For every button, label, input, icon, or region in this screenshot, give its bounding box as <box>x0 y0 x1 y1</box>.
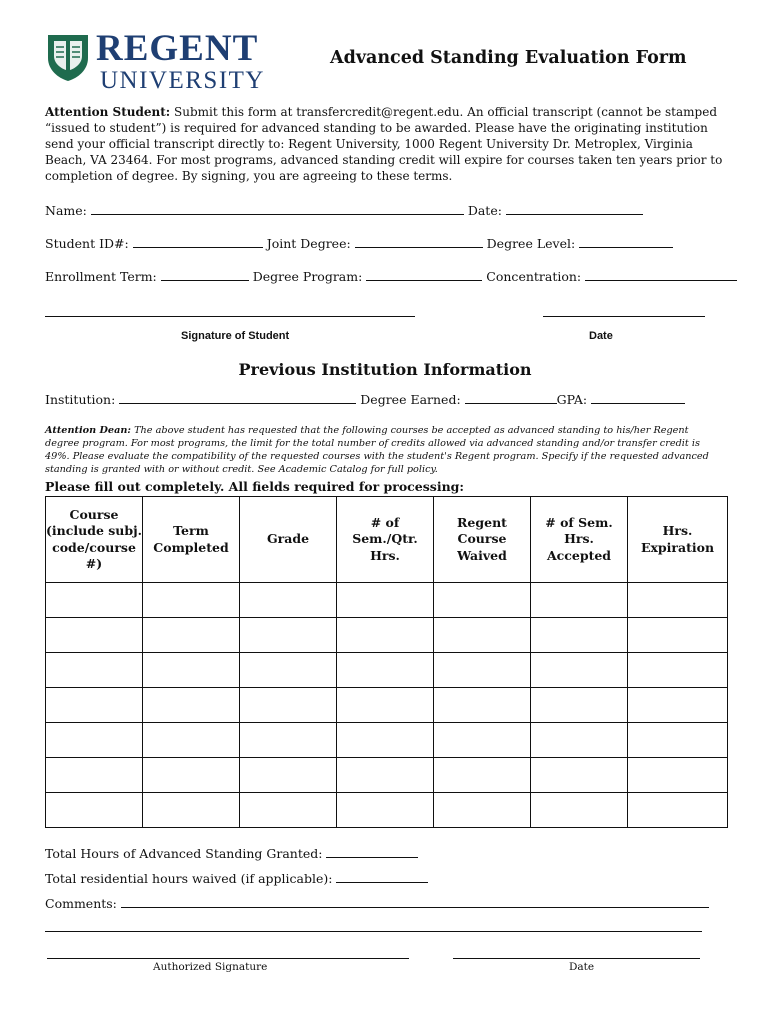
table-row <box>46 583 728 618</box>
fill-completely-note: Please fill out completely. All fields required for processing: <box>45 479 465 494</box>
header-hrs-expiration: Hrs. Expiration <box>628 497 728 583</box>
cell-course[interactable] <box>46 758 143 793</box>
previous-institution-heading: Previous Institution Information <box>238 360 532 379</box>
total-granted-label: Total Hours of Advanced Standing Granted: <box>45 846 323 861</box>
institution-label: Institution: <box>45 392 116 407</box>
student-id-row <box>45 235 673 251</box>
logo-line1: REGENT <box>96 28 259 69</box>
enrollment-row <box>45 268 737 284</box>
cell-waived[interactable] <box>434 793 531 828</box>
table-row <box>46 758 728 793</box>
student-id-field[interactable] <box>133 235 263 248</box>
residential-hours-row <box>45 870 428 886</box>
cell-term[interactable] <box>143 723 240 758</box>
course-table <box>45 496 728 828</box>
cell-hrs[interactable] <box>337 688 434 723</box>
dean-instructions <box>45 424 715 476</box>
shield-crest-icon <box>46 32 90 82</box>
course-table-header <box>46 497 728 583</box>
name-field[interactable] <box>91 202 464 215</box>
cell-accepted[interactable] <box>531 688 628 723</box>
gpa-label: GPA: <box>556 392 588 407</box>
cell-course[interactable] <box>46 793 143 828</box>
cell-waived[interactable] <box>434 758 531 793</box>
cell-term[interactable] <box>143 758 240 793</box>
degree-level-field[interactable] <box>579 235 673 248</box>
cell-waived[interactable] <box>434 723 531 758</box>
cell-grade[interactable] <box>240 653 337 688</box>
authorized-signature-label: Authorized Signature <box>153 961 268 973</box>
cell-hrs[interactable] <box>337 618 434 653</box>
instructions-lead: Attention Student: <box>45 105 171 119</box>
table-row <box>46 653 728 688</box>
cell-waived[interactable] <box>434 688 531 723</box>
header-term-completed: Term Completed <box>143 497 240 583</box>
cell-expiration[interactable] <box>628 653 728 688</box>
total-granted-field[interactable] <box>326 845 418 858</box>
header-course: Course (include subj. code/course #) <box>46 497 143 583</box>
header-sem-hrs-accepted: # of Sem. Hrs. Accepted <box>531 497 628 583</box>
cell-grade[interactable] <box>240 758 337 793</box>
regent-university-logo <box>46 30 276 96</box>
enrollment-term-label: Enrollment Term: <box>45 269 157 284</box>
form-title: Advanced Standing Evaluation Form <box>330 48 687 68</box>
cell-course[interactable] <box>46 618 143 653</box>
degree-level-label: Degree Level: <box>486 236 576 251</box>
cell-hrs[interactable] <box>337 793 434 828</box>
cell-course[interactable] <box>46 688 143 723</box>
residential-hours-label: Total residential hours waived (if applicable): <box>45 871 333 886</box>
date-field[interactable] <box>506 202 643 215</box>
authorized-signature-line[interactable] <box>47 958 409 959</box>
joint-degree-label: Joint Degree: <box>266 236 351 251</box>
cell-hrs[interactable] <box>337 653 434 688</box>
student-signature-date-line[interactable] <box>543 316 705 317</box>
cell-accepted[interactable] <box>531 618 628 653</box>
comments-row <box>45 895 709 911</box>
joint-degree-field[interactable] <box>355 235 483 248</box>
cell-term[interactable] <box>143 653 240 688</box>
course-table-body <box>46 583 728 828</box>
comments-line-2[interactable] <box>45 931 702 932</box>
cell-grade[interactable] <box>240 793 337 828</box>
cell-accepted[interactable] <box>531 758 628 793</box>
date-label: Date: <box>467 203 502 218</box>
cell-hrs[interactable] <box>337 723 434 758</box>
table-row <box>46 723 728 758</box>
name-label: Name: <box>45 203 87 218</box>
table-row <box>46 793 728 828</box>
cell-term[interactable] <box>143 793 240 828</box>
header-regent-course-waived: Regent Course Waived <box>434 497 531 583</box>
cell-course[interactable] <box>46 583 143 618</box>
concentration-label: Concentration: <box>486 269 582 284</box>
comments-field[interactable] <box>121 895 709 908</box>
cell-expiration[interactable] <box>628 688 728 723</box>
cell-grade[interactable] <box>240 723 337 758</box>
logo-line2: UNIVERSITY <box>100 67 265 94</box>
table-row <box>46 688 728 723</box>
dean-lead: Attention Dean: <box>45 425 131 436</box>
enrollment-term-field[interactable] <box>161 268 249 281</box>
cell-course[interactable] <box>46 723 143 758</box>
cell-hrs[interactable] <box>337 583 434 618</box>
cell-expiration[interactable] <box>628 758 728 793</box>
cell-grade[interactable] <box>240 618 337 653</box>
student-instructions <box>45 104 730 184</box>
cell-accepted[interactable] <box>531 793 628 828</box>
total-granted-row <box>45 845 418 861</box>
student-signature-label: Signature of Student <box>181 330 290 342</box>
table-row <box>46 618 728 653</box>
cell-hrs[interactable] <box>337 758 434 793</box>
cell-expiration[interactable] <box>628 583 728 618</box>
cell-accepted[interactable] <box>531 653 628 688</box>
cell-waived[interactable] <box>434 618 531 653</box>
name-row <box>45 202 643 218</box>
header-sem-qtr-hrs: # of Sem./Qtr. Hrs. <box>337 497 434 583</box>
degree-program-label: Degree Program: <box>252 269 363 284</box>
cell-accepted[interactable] <box>531 723 628 758</box>
institution-row <box>45 391 685 407</box>
cell-grade[interactable] <box>240 583 337 618</box>
student-id-label: Student ID#: <box>45 236 129 251</box>
concentration-field[interactable] <box>585 268 737 281</box>
cell-expiration[interactable] <box>628 793 728 828</box>
cell-accepted[interactable] <box>531 583 628 618</box>
authorized-date-line[interactable] <box>453 958 700 959</box>
gpa-field[interactable] <box>591 391 685 404</box>
cell-expiration[interactable] <box>628 618 728 653</box>
student-signature-line[interactable] <box>45 316 415 317</box>
cell-waived[interactable] <box>434 653 531 688</box>
student-date-label: Date <box>589 330 613 342</box>
degree-earned-label: Degree Earned: <box>360 392 461 407</box>
institution-field[interactable] <box>119 391 356 404</box>
cell-expiration[interactable] <box>628 723 728 758</box>
header-grade: Grade <box>240 497 337 583</box>
degree-program-field[interactable] <box>366 268 482 281</box>
cell-term[interactable] <box>143 618 240 653</box>
dean-text: The above student has requested that the following courses be accepted as advanced standing to his/her Regent degree program. For most programs, the limit for the total number of credits allowed via advanced standing and/or transfer credit is 49%. Please evaluate the compatibility of the requested courses with the student's Regent program. Specify if the requested advanced standing is granted with or without credit. See Academic Catalog for full policy. <box>45 425 709 475</box>
cell-waived[interactable] <box>434 583 531 618</box>
cell-term[interactable] <box>143 688 240 723</box>
degree-earned-field[interactable] <box>465 391 557 404</box>
authorized-date-label: Date <box>569 961 595 973</box>
cell-grade[interactable] <box>240 688 337 723</box>
comments-label: Comments: <box>45 896 117 911</box>
cell-term[interactable] <box>143 583 240 618</box>
residential-hours-field[interactable] <box>336 870 428 883</box>
cell-course[interactable] <box>46 653 143 688</box>
instructions-text: Submit this form at transfercredit@regent.edu. An official transcript (cannot be stamped “issued to student”) is required for advanced standing to be awarded. Please have the originating institution send your official transcript directly to: Regent University, 1000 Regent University Dr. Metroplex, Virginia Beach, VA 23464. For most programs, advanced standing credit will expire for courses taken ten years prior to completion of degree. By signing, you are agreeing to these terms. <box>45 105 723 183</box>
